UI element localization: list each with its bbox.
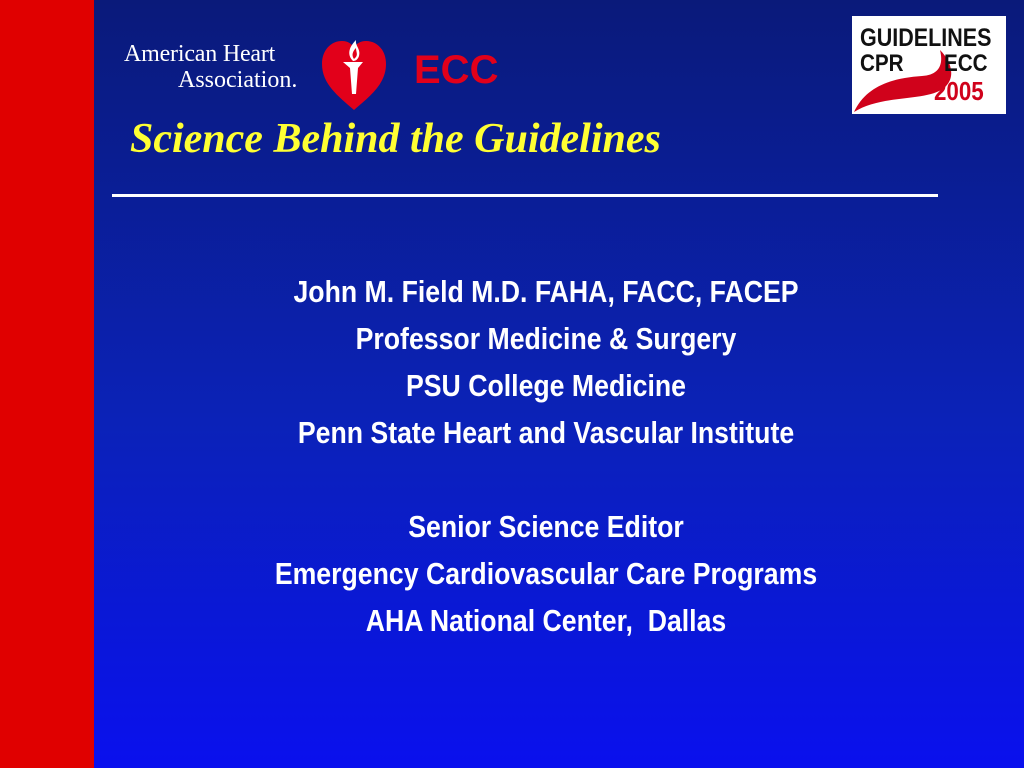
presenter-name: John M. Field M.D. FAHA, FACC, FACEP [293, 274, 799, 309]
aha-logo [124, 28, 394, 112]
presenter-institute: Penn State Heart and Vascular Institute [297, 415, 795, 450]
badge-year-text: 2005 [934, 76, 984, 106]
badge-ecc-text: ECC [944, 50, 988, 77]
ecc-label: ECC [414, 48, 499, 92]
role-program: Emergency Cardiovascular Care Programs [274, 556, 818, 591]
badge-guidelines-text: GUIDELINES [860, 24, 992, 52]
aha-name-line1: American Heart [124, 41, 276, 67]
slide-subtitle: Science Behind the Guidelines [130, 116, 661, 162]
heart-torch-icon [318, 28, 390, 112]
aha-wordmark [124, 42, 320, 92]
spacer [94, 456, 998, 503]
role-title: Senior Science Editor [408, 509, 684, 544]
title-divider [112, 194, 938, 197]
badge-cpr-text: CPR [860, 50, 904, 77]
guidelines-2005-badge [852, 16, 1006, 114]
role-location: AHA National Center, Dallas [365, 603, 727, 638]
presenter-college: PSU College Medicine [405, 368, 686, 403]
left-accent-bar [0, 0, 94, 768]
presenter-info [94, 268, 998, 644]
aha-name-line2: Association. [178, 67, 298, 93]
presenter-title: Professor Medicine & Surgery [355, 321, 737, 356]
